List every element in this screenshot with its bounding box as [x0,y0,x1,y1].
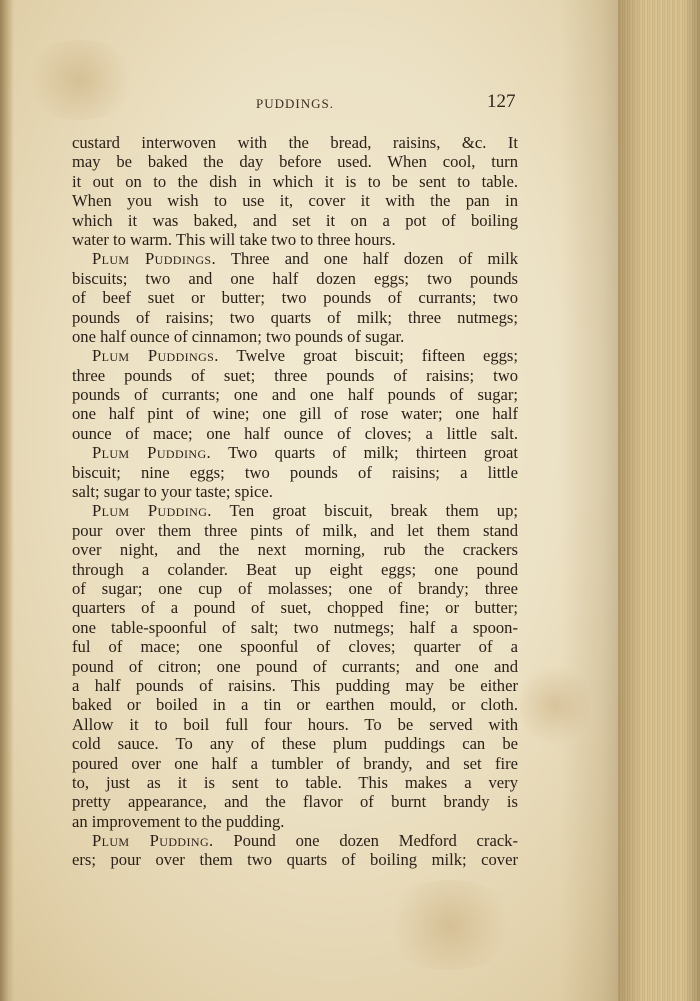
text-line [72,657,518,676]
line-text: biscuits; two and one half dozen eggs; two pounds [72,268,518,288]
line-text: Ten groat biscuit, break them up; [211,501,518,521]
recipe-first-line [72,443,518,462]
text-line [72,327,518,346]
line-text: to, just as it is sent to table. This makes a very [72,772,518,792]
line-text: baked or boiled in a tin or earthen mould, or cloth. [72,695,518,715]
running-head [0,91,700,126]
line-text: pretty appearance, and the flavor of burnt brandy is [72,792,518,812]
text-line [72,366,518,385]
running-title: PUDDINGS. [256,96,334,111]
line-text: Pound one dozen Medford crack- [213,831,519,851]
line-text: three pounds of suet; three pounds of raisins; two [72,365,518,385]
paper-stain [520,660,590,750]
recipe-heading: Plum Puddings. [92,249,217,269]
text-line [72,288,518,307]
text-line [72,540,518,559]
text-line [72,676,518,695]
text-line [72,308,518,327]
line-text: When you wish to use it, cover it with the pan in [72,191,518,211]
text-line [72,715,518,734]
recipe-first-line [72,346,518,365]
page-left-edge [0,0,14,1001]
line-text: water to warm. This will take two to three hours. [72,229,396,249]
line-text: which it was baked, and set it on a pot of boiling [72,210,518,230]
line-text: of beef suet or butter; two pounds of currants; two [72,288,518,308]
recipe-heading: Plum Pudding. [92,831,214,851]
text-line [72,385,518,404]
text-line [72,482,518,501]
text-line [72,734,518,753]
line-text: through a colander. Beat up eight eggs; one pound [72,559,518,579]
paper-stain [380,880,520,970]
line-text: a half pounds of raisins. This pudding may be either [72,675,518,695]
line-text: custard interwoven with the bread, raisins, &c. It [72,133,518,152]
line-text: salt; sugar to your taste; spice. [72,482,273,502]
text-line [72,521,518,540]
line-text: an improvement to the pudding. [72,811,285,831]
text-line [72,133,518,152]
line-text: ful of mace; one spoonful of cloves; quarter of a [72,637,518,657]
line-text: poured over one half a tumbler of brandy, and set fire [72,753,518,773]
text-line [72,172,518,191]
text-line [72,850,518,869]
line-text: quarters of a pound of suet, chopped fine; or butter; [72,598,518,618]
line-text: cold sauce. To any of these plum puddings can be [72,734,518,754]
recipe-heading: Plum Pudding. [92,443,212,463]
text-line [72,560,518,579]
line-text: biscuit; nine eggs; two pounds of raisins; a little [72,462,518,482]
text-line [72,191,518,210]
recipe-heading: Plum Pudding. [92,501,212,521]
text-line [72,404,518,423]
text-line [72,695,518,714]
line-text: may be baked the day before used. When cool, turn [72,152,518,172]
page-number: 127 [487,91,516,112]
line-text: one half pint of wine; one gill of rose water; one half [72,404,518,424]
line-text: pounds of currants; one and one half pounds of sugar; [72,385,518,405]
line-text: one half ounce of cinnamon; two pounds of sugar. [72,326,405,346]
line-text: Twelve groat biscuit; fifteen eggs; [218,346,518,366]
line-text: of sugar; one cup of molasses; one of brandy; three [72,578,518,598]
text-line [72,618,518,637]
line-text: pound of citron; one pound of currants; and one and [72,656,518,676]
recipe-heading: Plum Puddings. [92,346,219,366]
text-line [72,637,518,656]
recipe-first-line [72,831,518,850]
line-text: Allow it to boil full four hours. To be served with [72,714,518,734]
line-text: ers; pour over them two quarts of boiling milk; cover [72,850,518,870]
text-line [72,463,518,482]
text-line [72,812,518,831]
line-text: over night, and the next morning, rub the crackers [72,540,518,560]
line-text: pour over them three pints of milk, and let them stand [72,520,518,540]
recipe-first-line [72,249,518,268]
page-edge-stack [618,0,700,1001]
text-line [72,579,518,598]
text-line [72,792,518,811]
line-text: it out on to the dish in which it is to be sent to table. [72,171,518,191]
text-line [72,754,518,773]
text-line [72,773,518,792]
line-text: Two quarts of milk; thirteen groat [211,443,518,463]
line-text: ounce of mace; one half ounce of cloves; a little salt. [72,423,518,443]
text-line [72,269,518,288]
text-line [72,230,518,249]
text-line [72,211,518,230]
text-block [72,133,518,870]
line-text: pounds of raisins; two quarts of milk; three nutmegs; [72,307,518,327]
line-text: Three and one half dozen of milk [216,249,518,269]
line-text: one table-spoonful of salt; two nutmegs; half a spoon- [72,617,518,637]
text-line [72,598,518,617]
text-line [72,424,518,443]
text-line [72,152,518,171]
recipe-first-line [72,501,518,520]
